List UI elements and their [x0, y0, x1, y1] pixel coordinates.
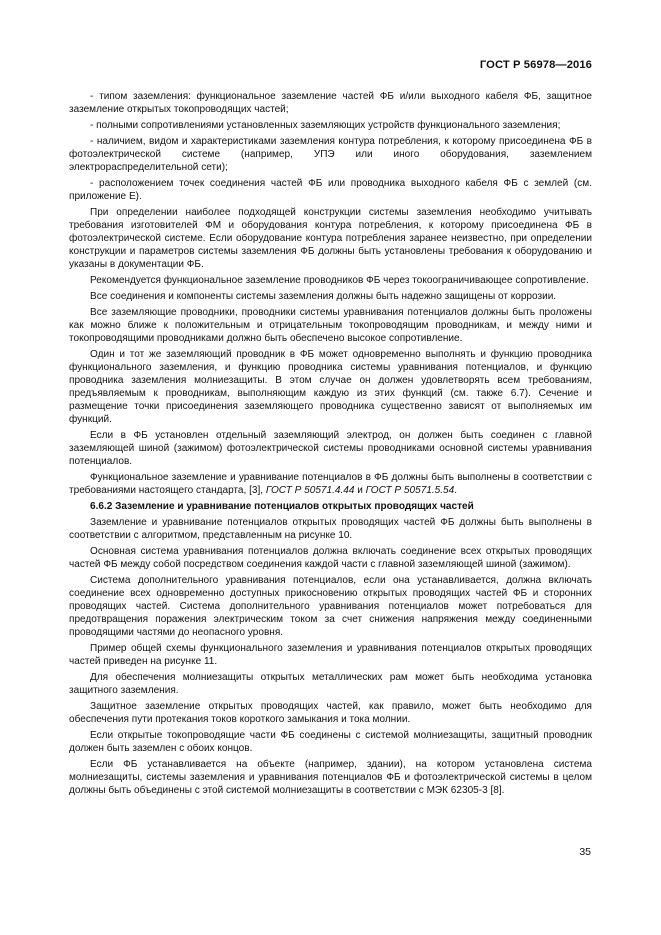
paragraph: Все заземляющие проводники, проводники системы уравнивания потенциалов должны быть проложены как можно ближе к положительным и отрицательным токопроводящим проводникам, и между ними и токопроводящими проводниками должно быть обеспечено высокое сопротивление.	[69, 306, 592, 344]
paragraph: При определении наиболее подходящей конструкции системы заземления необходимо учитывать требования изготовителей ФМ и оборудования контура потребления, к которому присоединена ФБ в фотоэлектрической системе. Если оборудование контура потребления заранее неизвестно, при определении конструкции и параметров системы заземления ФБ должны быть установлены требования к оборудованию и указаны в документации ФБ.	[69, 206, 592, 271]
paragraph-with-references	[69, 471, 592, 497]
paragraph-text: и	[354, 485, 366, 497]
standard-reference: ГОСТ Р 50571.5.54	[365, 485, 455, 497]
paragraph: Основная система уравнивания потенциалов должна включать соединение всех открытых проводящих частей ФБ между собой посредством соединения каждой части с главной заземляющей шиной (зажимом).	[69, 545, 592, 570]
list-item: - типом заземления: функциональное заземление частей ФБ и/или выходного кабеля ФБ, защитное заземление открытых токопроводящих частей;	[69, 91, 592, 116]
paragraph: Если в ФБ установлен отдельный заземляющий электрод, он должен быть соединен с главной заземляющей шиной (зажимом) фотоэлектрической системы проводниками основной системы уравнивания потенциалов.	[69, 430, 592, 468]
list-item: - полными сопротивлениями установленных заземляющих устройств функционального заземления;	[90, 119, 561, 131]
paragraph: Рекомендуется функциональное заземление проводников ФБ через токоограничивающее сопротивление.	[90, 275, 589, 286]
paragraph: Для обеспечения молниезащиты открытых металлических рам может быть необходима установка защитного заземления.	[69, 671, 592, 697]
paragraph: Защитное заземление открытых проводящих частей, как правило, может быть необходимо для обеспечения пути протекания токов короткого замыкания и тока молнии.	[69, 700, 592, 725]
paragraph: Заземление и уравнивание потенциалов открытых проводящих частей ФБ должны быть выполнены в соответствии с алгоритмом, представленным на рисунке 10.	[69, 516, 592, 541]
list-item: - расположением точек соединения частей ФБ или проводника выходного кабеля ФБ с землей (см. приложение Е).	[69, 177, 592, 202]
document-body	[69, 90, 592, 800]
paragraph: Все соединения и компоненты системы заземления должны быть надежно защищены от коррозии.	[90, 290, 557, 302]
paragraph: Система дополнительного уравнивания потенциалов, если она устанавливается, должна включать соединение всех одновременно доступных прикосновению открытых проводящих частей ФБ и сторонних проводящих частей. Система дополнительного уравнивания потенциалов может потребоваться для предотвращения поражения электрическим током за счет снижения напряжения между соединенными проводящими частями до неопасного уровня.	[69, 574, 592, 639]
list-item: - наличием, видом и характеристиками заземления контура потребления, к которому присоединена ФБ в фотоэлектрической системе (например, УПЭ или иного оборудования, заземлением электрораспределительной сети);	[69, 135, 592, 173]
paragraph-text: Функциональное заземление и уравнивание потенциалов в ФБ должны быть выполнены в соответствии с требованиями настоящего стандарта, [3],	[69, 472, 592, 497]
section-heading: 6.6.2 Заземление и уравнивание потенциалов открытых проводящих частей	[90, 501, 474, 513]
document-number: ГОСТ Р 56978—2016	[479, 59, 592, 71]
paragraph: Пример общей схемы функционального заземления и уравнивания потенциалов открытых проводящих частей приведен на рисунке 11.	[69, 643, 592, 668]
paragraph: Один и тот же заземляющий проводник в ФБ может одновременно выполнять и функцию проводника функционального заземления, и функцию проводника системы уравнивания потенциалов, и функцию проводника заземления молниезащиты. В этом случае он должен удовлетворять всем требованиям, предъявляемым к проводникам, выполняющим каждую из этих функций (см. также 6.7). Сечение и размещение точки присоединения заземляющего проводника существенно зависят от выполняемых им функций.	[69, 348, 592, 426]
standard-reference: ГОСТ Р 50571.4.44	[265, 485, 355, 497]
page-number: 35	[579, 846, 591, 858]
paragraph: Если ФБ устанавливается на объекте (например, здании), на котором установлена система молниезащиты, системы заземления и уравнивания потенциалов ФБ и фотоэлектрической системы в целом должны быть объединены с этой системой молниезащиты в соответствии с МЭК 62305-3 [8].	[69, 758, 592, 796]
paragraph: Если открытые токопроводящие части ФБ соединены с системой молниезащиты, защитный проводник должен быть заземлен с обоих концов.	[69, 729, 592, 754]
paragraph-text: .	[454, 485, 458, 497]
